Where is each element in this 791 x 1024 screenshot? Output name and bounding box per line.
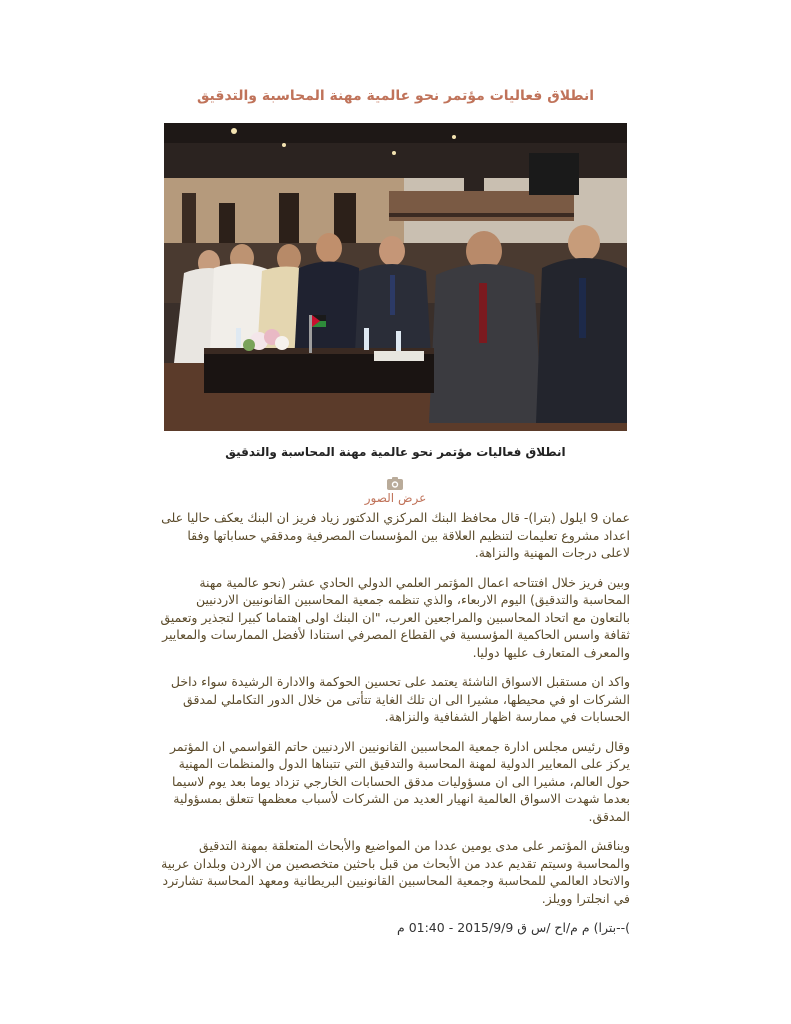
photo-caption: انطلاق فعاليات مؤتمر نحو عالمية مهنة المحاسبة والتدقيق [225, 445, 566, 459]
view-photos-link[interactable]: عرض الصور [364, 491, 427, 505]
article-footer: )--بترا) م م/اح /س ق 2015/9/9 - 01:40 م [396, 920, 630, 935]
article-paragraph: عمان 9 ايلول (بترا)- قال محافظ البنك المركزي الدكتور زياد فريز ان البنك يعكف حاليا على اعداد مشروع تعليمات لتنظيم العلاقة بين المؤسسات المصرفية ومدققي حساباتها وفقا لاعلى درجات المهنية والنزاهة. [161, 510, 630, 560]
article-body [160, 509, 630, 949]
conference-photo-illustration [164, 123, 627, 431]
camera-icon[interactable] [387, 477, 403, 490]
article-paragraph: وقال رئيس مجلس ادارة جمعية المحاسبين القانونيين الاردنيين حاتم القواسمي ان المؤتمر يركز على المعايير الدولية لمهنة المحاسبة والتدقيق التي تتبناها الدول والمنظمات المهنية حول العالم، مشيرا الى ان مسؤوليات مدقق الحسابات الخارجي تزداد يوما بعد يوم لاسيما بعدما شهدت الاسواق العالمية انهيار العديد من الشركات لأسباب معظمها تتعلق بمسؤولية المدقق. [170, 738, 630, 824]
article-paragraph: ويناقش المؤتمر على مدى يومين عددا من المواضيع والأبحاث المتعلقة بمهنة التدقيق والمحاسبة وسيتم تقديم عدد من الأبحاث من قبل باحثين متخصصين من الاردن وبلدان عربية والاتحاد العالمي للمحاسبة وجمعية المحاسبين القانونيين البريطانية ومعهد المحاسبة تشارترد في انجلترا وويلز. [161, 838, 630, 906]
page-title: انطلاق فعاليات مؤتمر نحو عالمية مهنة المحاسبة والتدقيق [196, 88, 595, 104]
article-paragraph: واكد ان مستقبل الاسواق الناشئة يعتمد على تحسين الحوكمة والادارة الرشيدة سواء داخل الشركات او في محيطها، مشيرا الى ان تلك الغاية تتأتى من خلال الدور التكاملي لمدقق الحسابات في ممارسة اظهار الشفافية والنزاهة. [170, 674, 630, 724]
conference-photo[interactable] [164, 123, 627, 431]
article-paragraph: وبين فريز خلال افتتاحه اعمال المؤتمر العلمي الدولي الحادي عشر (نحو عالمية مهنة المحاسبة والتدقيق) اليوم الاربعاء، والذي تنظمه جمعية المحاسبين القانونيين الاردنيين بالتعاون مع اتحاد المحاسبين والمراجعين العرب، "ان البنك اولى اهتماما كبيرا لتجذير وتعميق ثقافة واسس الحاكمية المؤسسية في القطاع المصرفي استنادا لأفضل الممارسات والمعايير والمعرف المتعارف عليها دوليا. [160, 574, 630, 660]
